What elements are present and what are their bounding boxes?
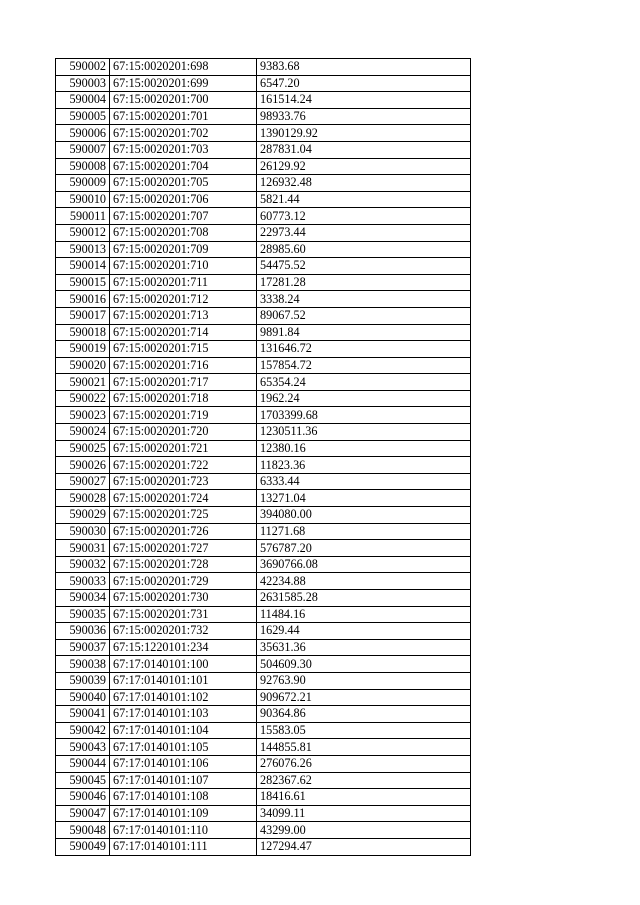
cadastral-number-cell: 67:15:0020201:723 [110,473,257,490]
row-id-cell: 590013 [56,241,110,258]
row-id-cell: 590046 [56,789,110,806]
table-row [56,789,471,806]
value-cell: 126932.48 [257,175,471,192]
table-row [56,92,471,109]
value-cell: 161514.24 [257,92,471,109]
cadastral-number-cell: 67:17:0140101:111 [110,838,257,855]
row-id-cell: 590044 [56,755,110,772]
value-cell: 13271.04 [257,490,471,507]
table-row [56,772,471,789]
cadastral-number-cell: 67:15:0020201:726 [110,523,257,540]
cadastral-number-cell: 67:17:0140101:107 [110,772,257,789]
cadastral-number-cell: 67:17:0140101:103 [110,706,257,723]
table-row [56,407,471,424]
cadastral-number-cell: 67:15:0020201:716 [110,357,257,374]
row-id-cell: 590009 [56,175,110,192]
value-cell: 3338.24 [257,291,471,308]
value-cell: 54475.52 [257,258,471,275]
cadastral-number-cell: 67:17:0140101:100 [110,656,257,673]
value-cell: 1703399.68 [257,407,471,424]
table-row [56,307,471,324]
value-cell: 6547.20 [257,75,471,92]
table-row [56,556,471,573]
cadastral-number-cell: 67:15:0020201:708 [110,224,257,241]
cadastral-number-cell: 67:15:0020201:700 [110,92,257,109]
table-row [56,573,471,590]
cadastral-number-cell: 67:15:0020201:699 [110,75,257,92]
cadastral-number-cell: 67:15:0020201:720 [110,424,257,441]
cadastral-number-cell: 67:15:0020201:725 [110,507,257,524]
row-id-cell: 590022 [56,390,110,407]
value-cell: 131646.72 [257,341,471,358]
row-id-cell: 590026 [56,457,110,474]
row-id-cell: 590011 [56,208,110,225]
cadastral-number-cell: 67:17:0140101:104 [110,722,257,739]
cadastral-number-cell: 67:15:0020201:712 [110,291,257,308]
cadastral-number-cell: 67:17:0140101:109 [110,805,257,822]
row-id-cell: 590012 [56,224,110,241]
row-id-cell: 590024 [56,424,110,441]
table-row [56,805,471,822]
row-id-cell: 590007 [56,141,110,158]
table-row [56,689,471,706]
table-row [56,59,471,76]
cadastral-number-cell: 67:15:0020201:710 [110,258,257,275]
value-cell: 11271.68 [257,523,471,540]
table-row [56,324,471,341]
table-row [56,755,471,772]
value-cell: 9383.68 [257,59,471,76]
cadastral-number-cell: 67:15:0020201:729 [110,573,257,590]
cadastral-number-cell: 67:15:0020201:718 [110,390,257,407]
table-row [56,141,471,158]
table-row [56,291,471,308]
cadastral-number-cell: 67:15:0020201:713 [110,307,257,324]
table-row [56,672,471,689]
value-cell: 576787.20 [257,540,471,557]
value-cell: 1390129.92 [257,125,471,142]
cadastral-number-cell: 67:15:0020201:704 [110,158,257,175]
cadastral-number-cell: 67:15:0020201:706 [110,191,257,208]
table-row [56,838,471,855]
cadastral-number-cell: 67:15:0020201:722 [110,457,257,474]
value-cell: 17281.28 [257,274,471,291]
table-row [56,125,471,142]
table-row [56,606,471,623]
table-body [56,59,471,856]
cadastral-number-cell: 67:15:0020201:732 [110,623,257,640]
table-row [56,357,471,374]
value-cell: 89067.52 [257,307,471,324]
row-id-cell: 590035 [56,606,110,623]
row-id-cell: 590033 [56,573,110,590]
cadastral-number-cell: 67:15:0020201:724 [110,490,257,507]
row-id-cell: 590028 [56,490,110,507]
cadastral-number-cell: 67:15:0020201:701 [110,108,257,125]
value-cell: 1230511.36 [257,424,471,441]
cadastral-number-cell: 67:15:0020201:719 [110,407,257,424]
row-id-cell: 590038 [56,656,110,673]
cadastral-number-cell: 67:17:0140101:102 [110,689,257,706]
cadastral-number-cell: 67:17:0140101:105 [110,739,257,756]
cadastral-number-cell: 67:15:0020201:711 [110,274,257,291]
value-cell: 282367.62 [257,772,471,789]
row-id-cell: 590020 [56,357,110,374]
row-id-cell: 590045 [56,772,110,789]
value-cell: 18416.61 [257,789,471,806]
cadastral-number-cell: 67:15:0020201:714 [110,324,257,341]
value-cell: 3690766.08 [257,556,471,573]
value-cell: 34099.11 [257,805,471,822]
row-id-cell: 590008 [56,158,110,175]
table-row [56,191,471,208]
value-cell: 127294.47 [257,838,471,855]
cadastral-number-cell: 67:15:0020201:709 [110,241,257,258]
row-id-cell: 590043 [56,739,110,756]
table-row [56,623,471,640]
value-cell: 144855.81 [257,739,471,756]
row-id-cell: 590041 [56,706,110,723]
row-id-cell: 590002 [56,59,110,76]
table-row [56,507,471,524]
value-cell: 6333.44 [257,473,471,490]
row-id-cell: 590025 [56,440,110,457]
table-row [56,540,471,557]
row-id-cell: 590015 [56,274,110,291]
value-cell: 394080.00 [257,507,471,524]
value-cell: 15583.05 [257,722,471,739]
row-id-cell: 590031 [56,540,110,557]
value-cell: 909672.21 [257,689,471,706]
table-row [56,241,471,258]
value-cell: 90364.86 [257,706,471,723]
row-id-cell: 590021 [56,374,110,391]
table-row [56,374,471,391]
table-row [56,108,471,125]
table-row [56,258,471,275]
row-id-cell: 590037 [56,639,110,656]
cadastral-number-cell: 67:15:0020201:721 [110,440,257,457]
table-row [56,390,471,407]
table-row [56,341,471,358]
value-cell: 1962.24 [257,390,471,407]
value-cell: 65354.24 [257,374,471,391]
table-row [56,523,471,540]
cadastral-number-cell: 67:15:0020201:728 [110,556,257,573]
value-cell: 42234.88 [257,573,471,590]
cadastral-number-cell: 67:15:0020201:705 [110,175,257,192]
table-row [56,639,471,656]
table-row [56,822,471,839]
value-cell: 5821.44 [257,191,471,208]
row-id-cell: 590010 [56,191,110,208]
table-row [56,75,471,92]
value-cell: 22973.44 [257,224,471,241]
value-cell: 35631.36 [257,639,471,656]
value-cell: 43299.00 [257,822,471,839]
cadastral-number-cell: 67:17:0140101:106 [110,755,257,772]
table-row [56,208,471,225]
cadastral-number-cell: 67:15:0020201:727 [110,540,257,557]
value-cell: 287831.04 [257,141,471,158]
value-cell: 92763.90 [257,672,471,689]
row-id-cell: 590049 [56,838,110,855]
row-id-cell: 590018 [56,324,110,341]
row-id-cell: 590004 [56,92,110,109]
cadastral-number-cell: 67:15:0020201:730 [110,590,257,607]
row-id-cell: 590047 [56,805,110,822]
value-cell: 98933.76 [257,108,471,125]
row-id-cell: 590042 [56,722,110,739]
cadastral-number-cell: 67:15:0020201:717 [110,374,257,391]
value-cell: 1629.44 [257,623,471,640]
row-id-cell: 590016 [56,291,110,308]
row-id-cell: 590040 [56,689,110,706]
table-row [56,722,471,739]
value-cell: 157854.72 [257,357,471,374]
row-id-cell: 590030 [56,523,110,540]
value-cell: 504609.30 [257,656,471,673]
value-cell: 28985.60 [257,241,471,258]
row-id-cell: 590029 [56,507,110,524]
cadastral-number-cell: 67:15:0020201:715 [110,341,257,358]
row-id-cell: 590005 [56,108,110,125]
table-row [56,158,471,175]
table-row [56,274,471,291]
row-id-cell: 590048 [56,822,110,839]
row-id-cell: 590014 [56,258,110,275]
table-row [56,706,471,723]
value-cell: 276076.26 [257,755,471,772]
value-cell: 9891.84 [257,324,471,341]
value-cell: 12380.16 [257,440,471,457]
table-row [56,739,471,756]
value-cell: 2631585.28 [257,590,471,607]
cadastral-number-cell: 67:17:0140101:108 [110,789,257,806]
table-row [56,175,471,192]
cadastral-number-cell: 67:15:0020201:707 [110,208,257,225]
table-row [56,656,471,673]
row-id-cell: 590036 [56,623,110,640]
cadastral-number-cell: 67:15:1220101:234 [110,639,257,656]
table-row [56,590,471,607]
table-row [56,440,471,457]
row-id-cell: 590027 [56,473,110,490]
cadastral-number-cell: 67:15:0020201:702 [110,125,257,142]
value-cell: 11823.36 [257,457,471,474]
table-row [56,424,471,441]
row-id-cell: 590003 [56,75,110,92]
cadastral-number-cell: 67:17:0140101:110 [110,822,257,839]
cadastral-number-cell: 67:17:0140101:101 [110,672,257,689]
row-id-cell: 590006 [56,125,110,142]
table-row [56,457,471,474]
cadastral-value-table [55,58,471,856]
value-cell: 26129.92 [257,158,471,175]
row-id-cell: 590039 [56,672,110,689]
row-id-cell: 590019 [56,341,110,358]
cadastral-number-cell: 67:15:0020201:703 [110,141,257,158]
table-row [56,473,471,490]
value-cell: 11484.16 [257,606,471,623]
table-row [56,224,471,241]
row-id-cell: 590017 [56,307,110,324]
value-cell: 60773.12 [257,208,471,225]
row-id-cell: 590034 [56,590,110,607]
row-id-cell: 590023 [56,407,110,424]
table-row [56,490,471,507]
row-id-cell: 590032 [56,556,110,573]
cadastral-number-cell: 67:15:0020201:731 [110,606,257,623]
cadastral-number-cell: 67:15:0020201:698 [110,59,257,76]
